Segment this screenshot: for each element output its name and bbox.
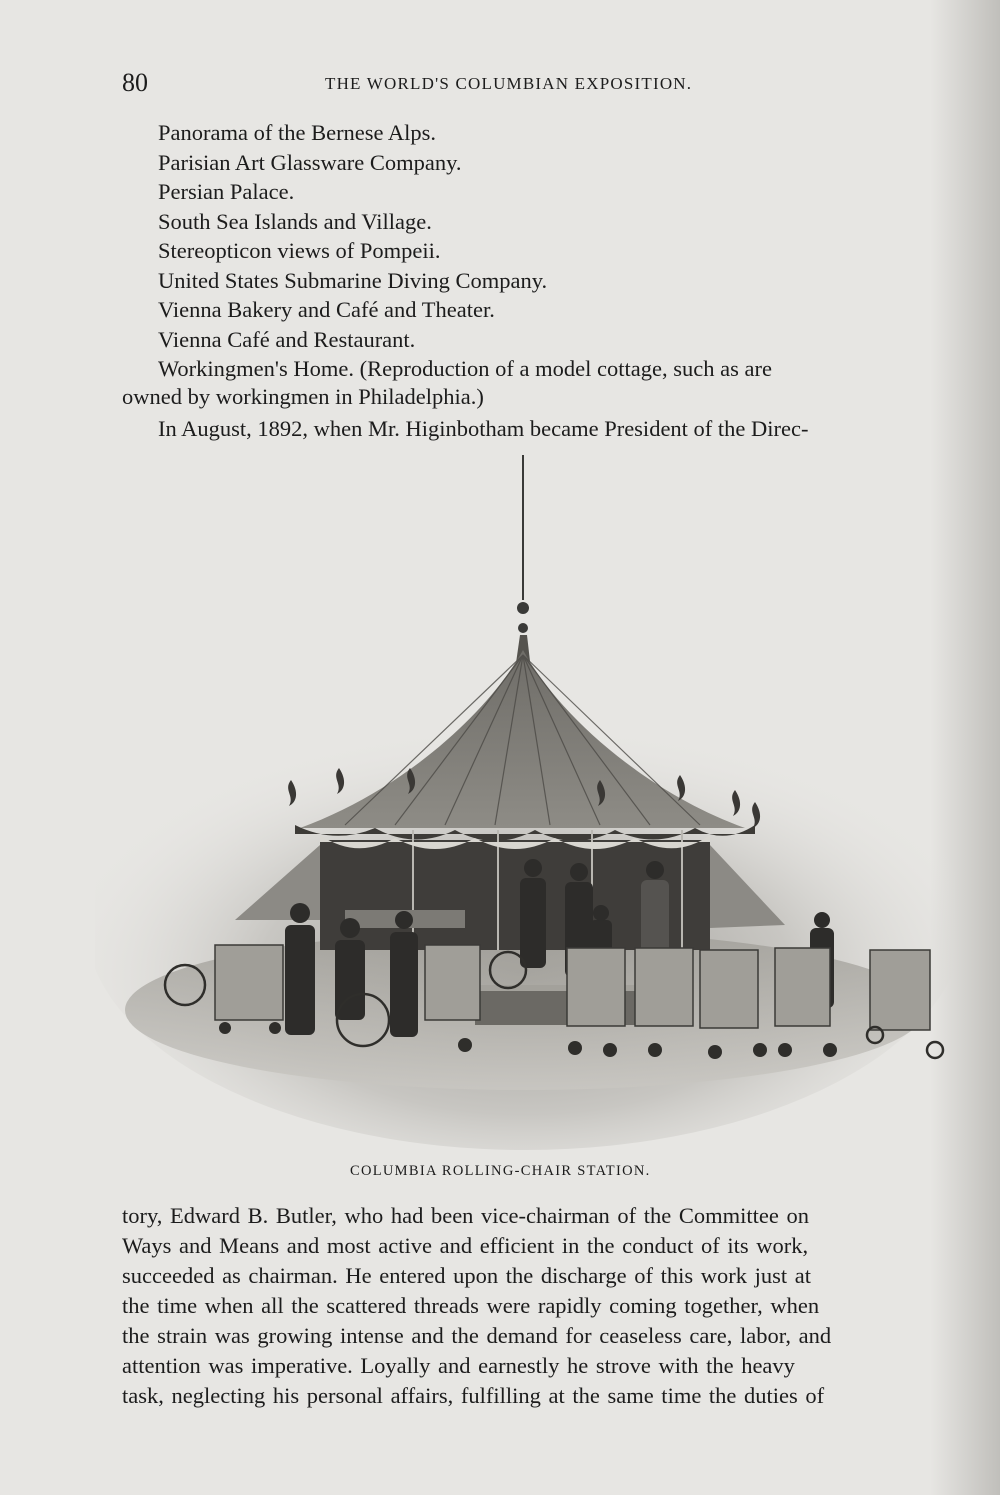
body-line: attention was imperative. Loyally and earnestly he strove with the heavy — [122, 1353, 795, 1378]
list-item: Parisian Art Glassware Company. — [158, 149, 462, 175]
list-item: Stereopticon views of Pompeii. — [158, 238, 441, 263]
workingmen-line-2: owned by workingmen in Philadelphia.) — [122, 384, 484, 409]
body-line: the time when all the scattered threads were rapidly coming together, when — [122, 1293, 820, 1318]
workingmen-line-1: Workingmen's Home. (Reproduction of a model cottage, such as are — [158, 356, 772, 381]
list-item: United States Submarine Diving Company. — [158, 267, 548, 293]
list-item: Vienna Bakery and Café and Theater. — [158, 297, 495, 322]
concession-list — [158, 118, 547, 354]
body-line: tory, Edward B. Butler, who had been vice-chairman of the Committee on — [122, 1203, 809, 1228]
list-item: Vienna Café and Restaurant. — [158, 326, 416, 352]
list-item: Panorama of the Bernese Alps. — [158, 120, 437, 145]
list-item: Persian Palace. — [158, 179, 295, 204]
body-line: task, neglecting his personal affairs, fulfilling at the same time the duties of — [122, 1383, 825, 1408]
list-item: South Sea Islands and Village. — [158, 208, 432, 234]
rolling-chair-station-photo — [95, 450, 955, 1170]
figure-caption: COLUMBIA ROLLING-CHAIR STATION. — [350, 1163, 651, 1179]
running-title: THE WORLD'S COLUMBIAN EXPOSITION. — [325, 74, 693, 93]
body-line: Ways and Means and most active and efficient in the conduct of its work, — [122, 1233, 809, 1258]
august-paragraph-line: In August, 1892, when Mr. Higinbotham became President of the Direc- — [158, 416, 809, 441]
page-number: 80 — [122, 68, 148, 97]
body-line: succeeded as chairman. He entered upon the discharge of this work just at — [122, 1263, 811, 1288]
body-line: the strain was growing intense and the demand for ceaseless care, labor, and — [122, 1323, 832, 1348]
